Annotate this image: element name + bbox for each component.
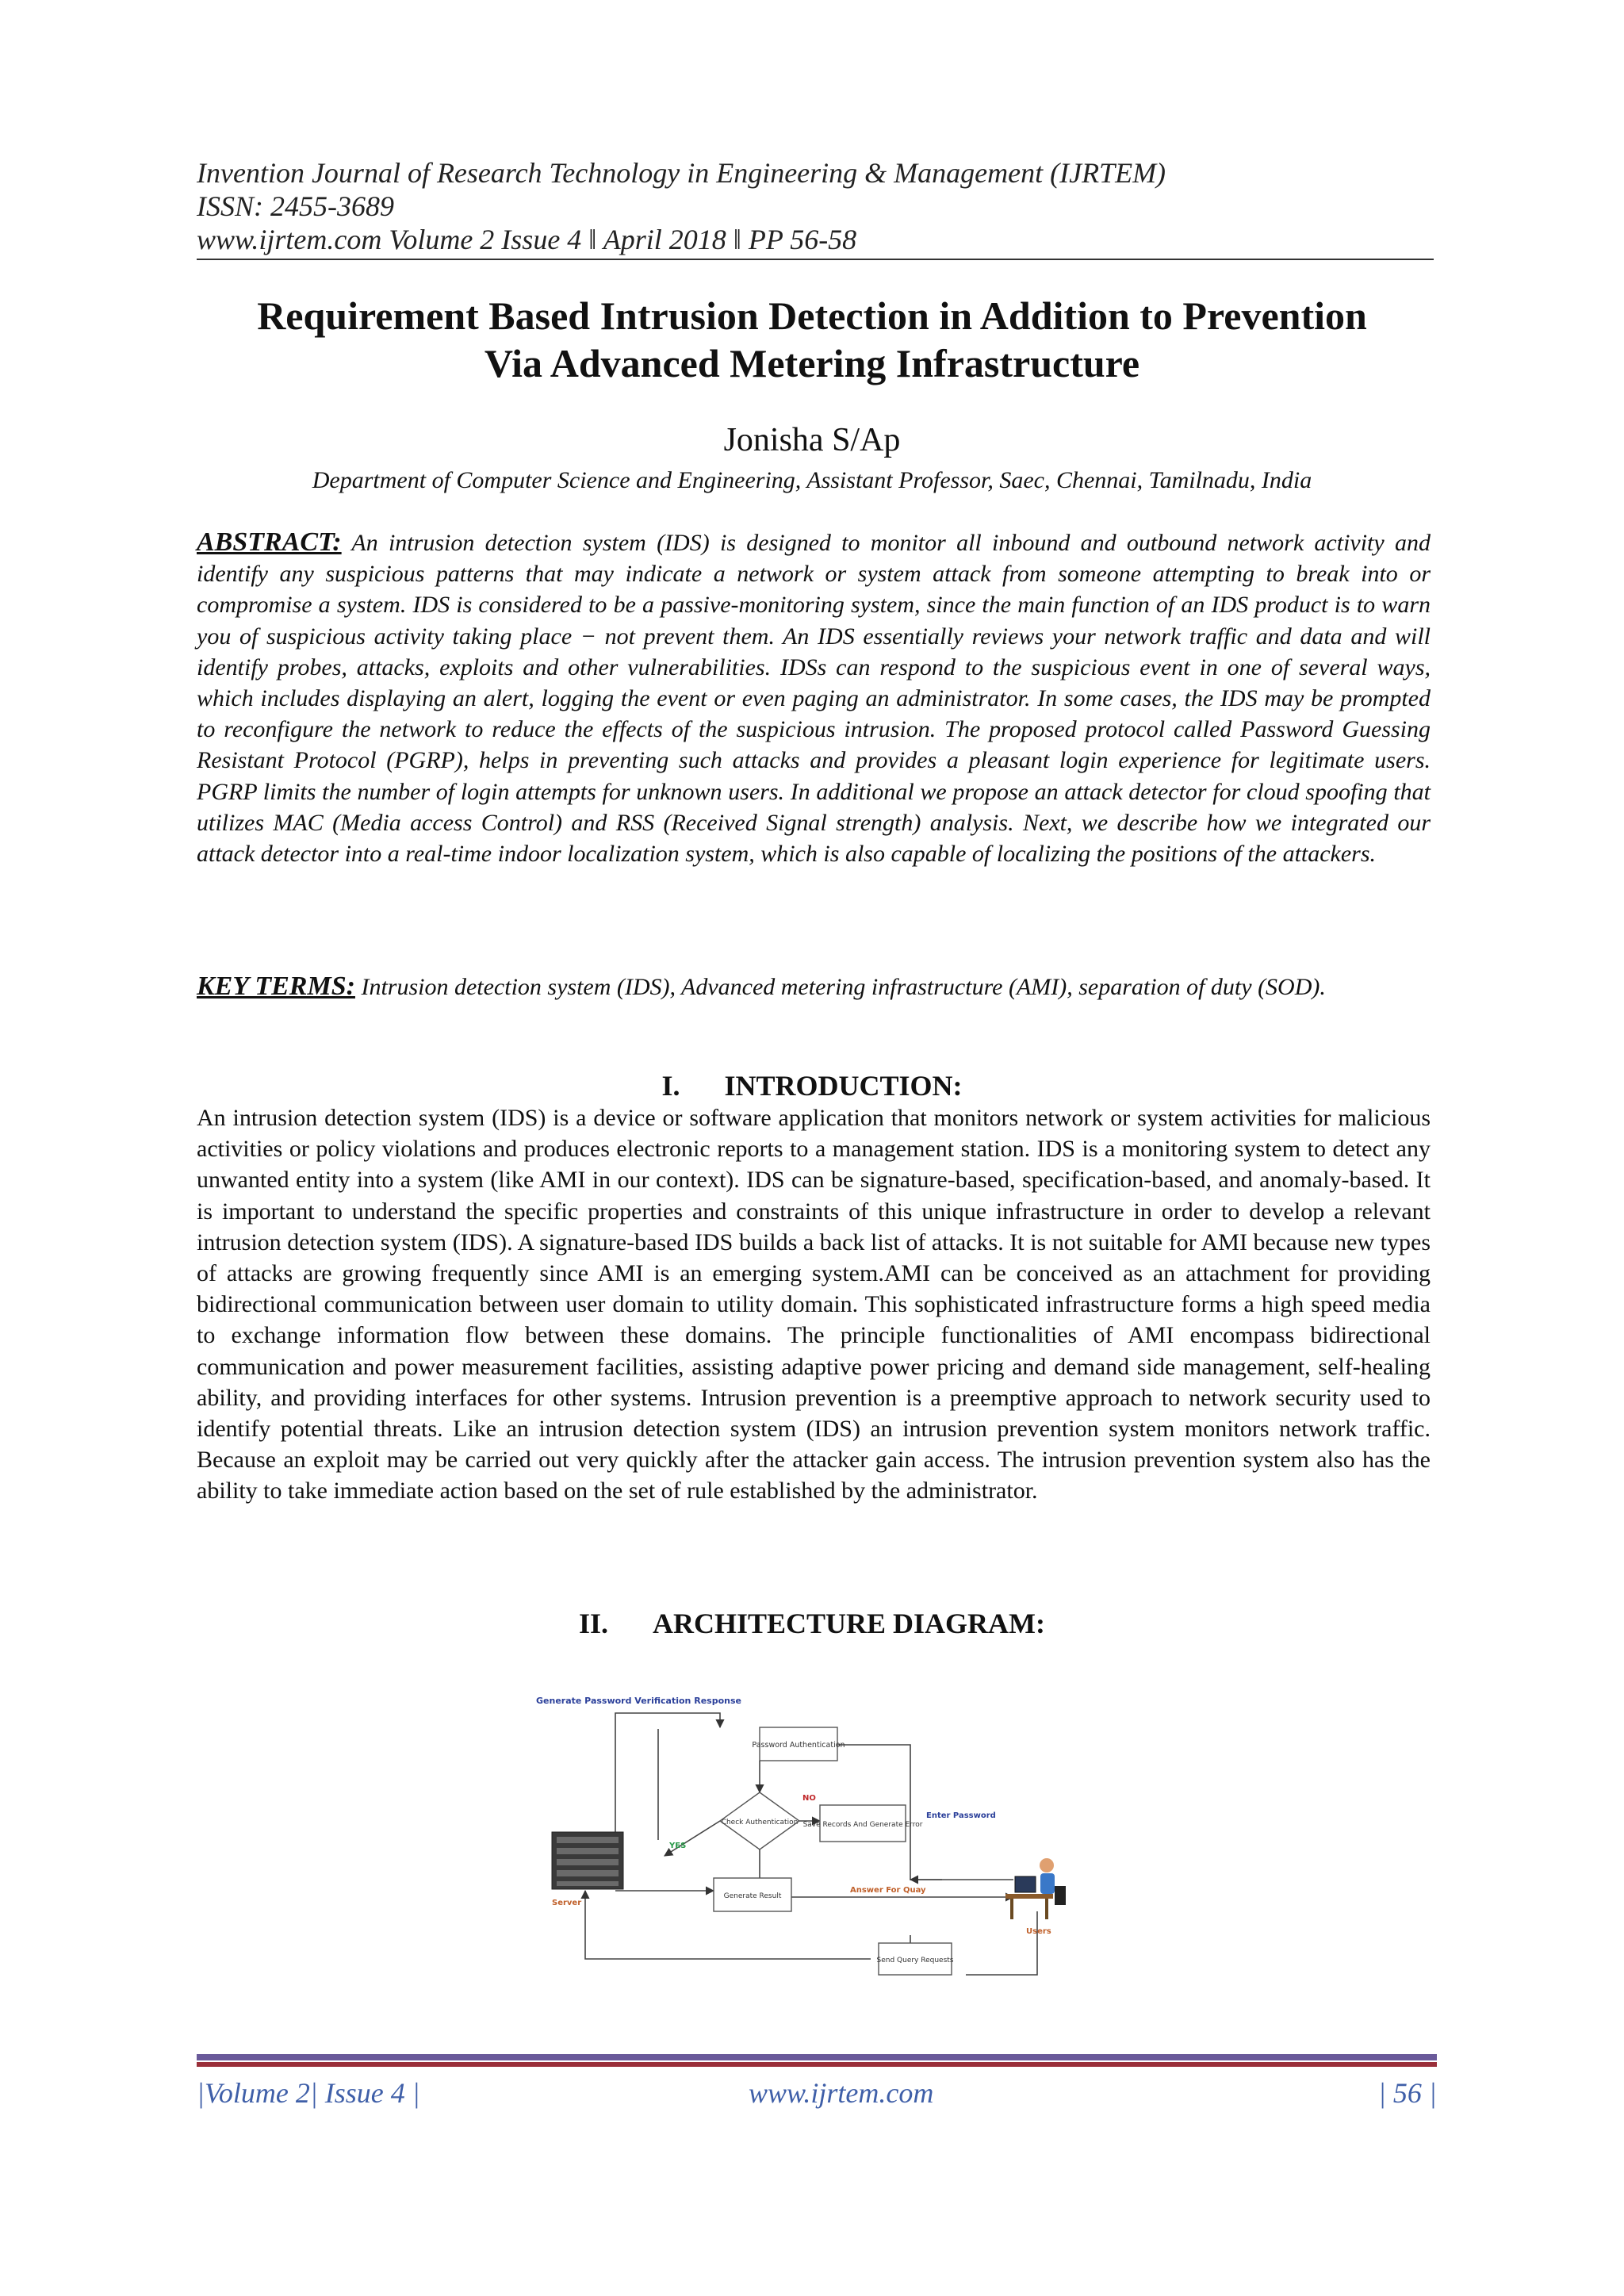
footer-page-number: | 56 |: [1378, 2077, 1437, 2109]
server-icon: [552, 1832, 623, 1889]
footer-website: www.ijrtem.com: [749, 2077, 934, 2109]
node-password-authentication-label: Password Authentication: [752, 1741, 845, 1750]
connector-yes: [665, 1821, 720, 1856]
section-number: I.: [661, 1070, 680, 1102]
connector-verification: [615, 1713, 720, 1856]
architecture-diagram: [530, 1681, 1116, 1983]
section-heading-introduction: [0, 1069, 1624, 1102]
label-users: Users: [1026, 1927, 1051, 1936]
node-save-records-label: Save Records And Generate Error: [802, 1821, 923, 1829]
connector-users-query: [966, 1911, 1037, 1975]
author: Jonisha S/Ap: [723, 422, 901, 458]
footer-volume: |Volume 2| Issue 4 |: [197, 2077, 420, 2109]
key-terms-text: Intrusion detection system (IDS), Advanced metering infrastructure (AMI), separation of duty (SOD).: [361, 974, 1326, 1000]
users-icon: [1005, 1858, 1066, 1919]
abstract-text: An intrusion detection system (IDS) is designed to monitor all inbound and outbound network activity and identify any suspicious patterns that may indicate a network or system attack from someone attempting to break into or compromise a system. IDS is considered to be a passive-monitoring system, since the main function of an IDS product is to warn you of suspicious activity taking place − not prevent them. An IDS essentially reviews your network traffic and data and will identify probes, attacks, exploits and other vulnerabilities. IDSs can respond to the suspicious event in one of several ways, which includes displaying an alert, logging the event or even paging an administrator. In some cases, the IDS may be prompted to reconfigure the network to reduce the effects of the suspicious intrusion. The proposed protocol called Password Guessing Resistant Protocol (PGRP), helps in preventing such attacks and provides a pleasant login experience for legitimate users. PGRP limits the number of login attempts for unknown users. In additional we propose an attack detector for cloud spoofing that utilizes MAC (Media access Control) and RSS (Received Signal strength) analysis. Next, we describe how we integrated our attack detector into a real-time indoor localization system, which is also capable of localizing the positions of the attackers.: [197, 530, 1431, 868]
footer-rule-bottom: [197, 2062, 1437, 2067]
header-rule: [197, 259, 1434, 260]
issue-line: www.ijrtem.com Volume 2 Issue 4 ǁ April 2018 ǁ PP 56-58: [197, 224, 857, 255]
abstract-label: ABSTRACT:: [197, 527, 342, 557]
introduction-text: An intrusion detection system (IDS) is a device or software application that monitors network or system activities for malicious activities or policy violations and produces electronic reports to a management station. IDS is a monitoring system to detect any unwanted entity into a system (like AMI in our context). IDS can be signature-based, specification-based, and anomaly-based. It is important to understand the specific properties and constraints of this unique infrastructure in order to develop a relevant intrusion detection system (IDS). A signature-based IDS builds a back list of attacks. It is not suitable for AMI because new types of attacks are growing frequently since AMI is an emerging system.AMI can be conceived as an attachment for providing bidirectional communication between user domain to utility domain. This sophisticated infrastructure forms a high speed media to exchange information flow between these domains. The principle functionalities of AMI encompass bidirectional communication and power measurement facilities, assisting adaptive power pricing and demand side management, self-healing ability, and providing interfaces for other systems. Intrusion prevention is a preemptive approach to network security used to identify potential threats. Like an intrusion detection system (IDS) an intrusion prevention system monitors network traffic. Because an exploit may be carried out very quickly after the attacker gain access. The intrusion prevention system also has the ability to take immediate action based on the set of rule established by the administrator.: [197, 1105, 1431, 1504]
section-number: II.: [578, 1608, 608, 1639]
footer-rule-top: [197, 2054, 1437, 2060]
label-server: Server: [552, 1899, 582, 1907]
label-enter-password: Enter Password: [926, 1811, 996, 1820]
journal-name: Invention Journal of Research Technology in Engineering & Management (IJRTEM): [197, 157, 1166, 189]
key-terms: [197, 971, 1431, 1002]
paper-title-line-2: Via Advanced Metering Infrastructure: [484, 341, 1140, 385]
paper-title-line-1: Requirement Based Intrusion Detection in Addition to Prevention: [257, 293, 1367, 338]
issn: ISSN: 2455-3689: [197, 190, 394, 222]
label-yes: YES: [669, 1842, 687, 1850]
label-no: NO: [802, 1794, 816, 1803]
label-answer-query: Answer For Quay: [850, 1886, 926, 1895]
diagram-label-verification: Generate Password Verification Response: [536, 1696, 741, 1706]
architecture-diagram-svg: [530, 1681, 1116, 1983]
node-send-query-label: Send Query Requests: [876, 1957, 954, 1964]
node-generate-result-label: Generate Result: [723, 1892, 782, 1900]
affiliation: Department of Computer Science and Engineering, Assistant Professor, Saec, Chennai, Tamilnadu, India: [312, 467, 1312, 493]
abstract: [197, 527, 1431, 869]
section-title: ARCHITECTURE DIAGRAM:: [653, 1608, 1046, 1639]
key-terms-label: KEY TERMS:: [197, 972, 355, 1001]
node-check-authentication-label: Check Authentication: [721, 1819, 799, 1826]
section-heading-architecture: [0, 1607, 1624, 1640]
section-title: INTRODUCTION:: [724, 1070, 963, 1102]
